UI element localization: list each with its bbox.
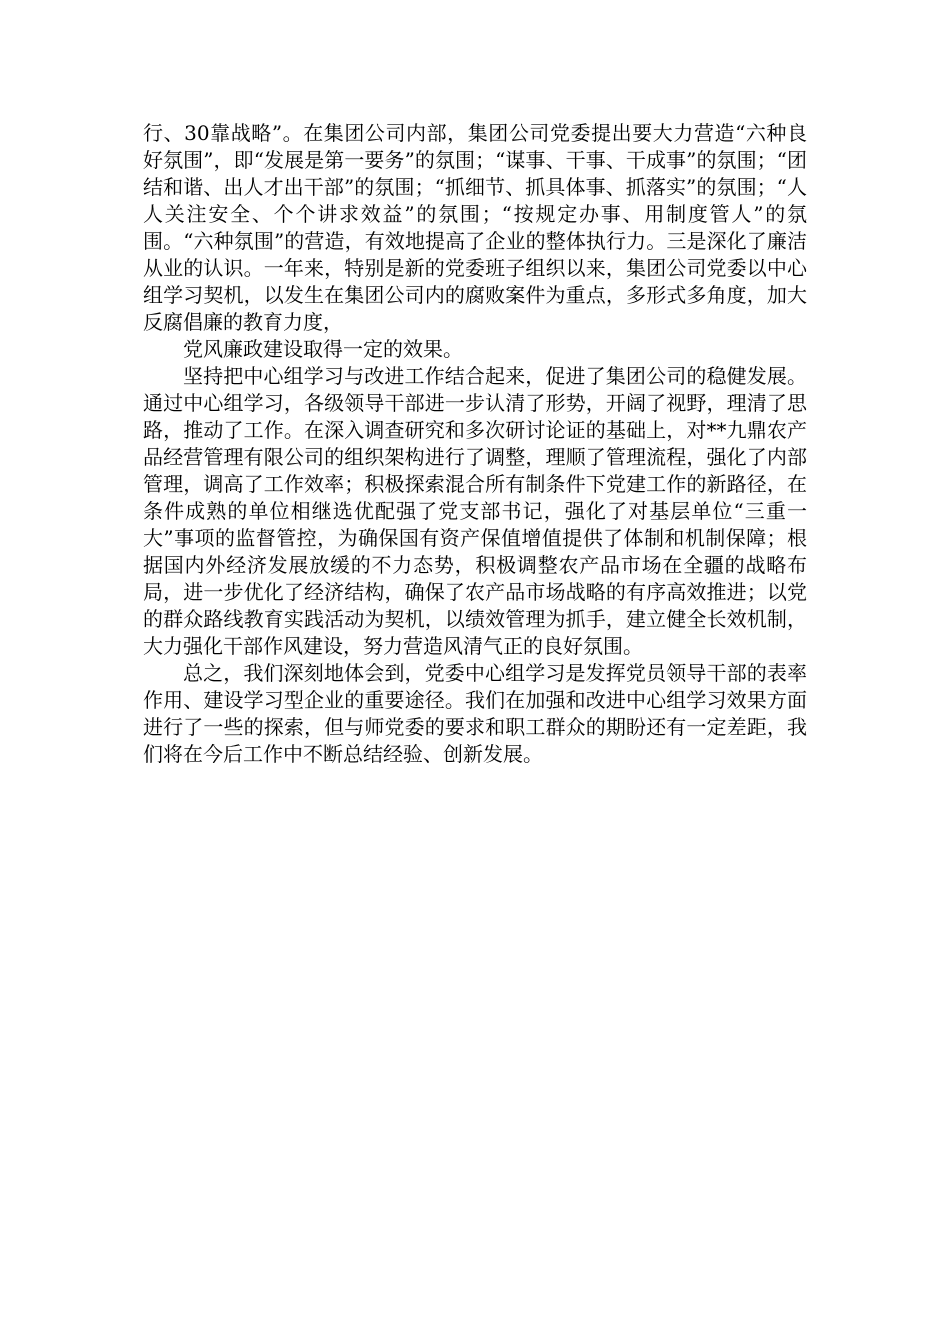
paragraph-3: 坚持把中心组学习与改进工作结合起来，促进了集团公司的稳健发展。通过中心组学习，各级领导干部进一步认清了形势，开阔了视野，理清了思路，推动了工作。在深入调查研究和多次研讨论证的基础上，对**九鼎农产品经营管理有限公司的组织架构进行了调整，理顺了管理流程，强化了内部管理，调高了工作效率；积极探索混合所有制条件下党建工作的新路径，在条件成熟的单位相继选优配强了党支部书记，强化了对基层单位“三重一大”事项的监督管控，为确保国有资产保值增值提供了体制和机制保障；根据国内外经济发展放缓的不力态势，积极调整农产品市场在全疆的战略布局，进一步优化了经济结构，确保了农产品市场战略的有序高效推进；以党的群众路线教育实践活动为契机，以绩效管理为抓手，建立健全长效机制，大力强化干部作风建设，努力营造风清气正的良好氛围。 <box>143 364 807 658</box>
document-body <box>143 120 807 768</box>
paragraph-1: 行、30靠战略”。在集团公司内部，集团公司党委提出要大力营造“六种良好氛围”，即“发展是第一要务”的氛围；“谋事、干事、干成事”的氛围；“团结和谐、出人才出干部”的氛围；“抓细节、抓具体事、抓落实”的氛围；“人人关注安全、个个讲求效益”的氛围；“按规定办事、用制度管人”的氛围。“六种氛围”的营造，有效地提高了企业的整体执行力。三是深化了廉洁从业的认识。一年来，特别是新的党委班子组织以来，集团公司党委以中心组学习契机，以发生在集团公司内的腐败案件为重点，多形式多角度，加大反腐倡廉的教育力度， <box>143 121 807 334</box>
paragraph-4: 总之，我们深刻地体会到，党委中心组学习是发挥党员领导干部的表率作用、建设学习型企业的重要途径。我们在加强和改进中心组学习效果方面进行了一些的探索，但与师党委的要求和职工群众的期盼还有一定差距，我们将在今后工作中不断总结经验、创新发展。 <box>143 661 807 766</box>
paragraph-2: 党风廉政建设取得一定的效果。 <box>183 337 463 361</box>
